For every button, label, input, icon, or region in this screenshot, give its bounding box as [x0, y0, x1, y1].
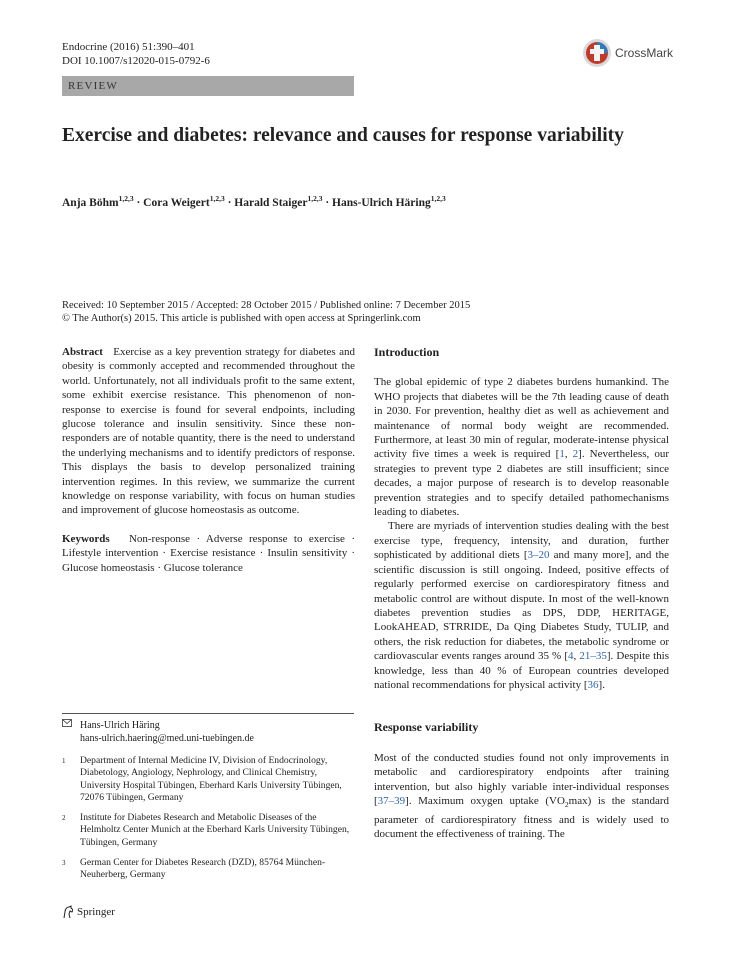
citation-link[interactable]: 21–35: [579, 650, 607, 663]
left-column: [62, 345, 355, 575]
publisher-logo: [62, 905, 115, 919]
affiliation-text: Institute for Diabetes Research and Metabolic Diseases of the Helmholtz Center Munich at the Eberhard Karls University Tübingen, Tübingen, Germany: [80, 812, 350, 848]
author-affiliation-marker: 1,2,3: [430, 194, 446, 203]
article-title: Exercise and diabetes: relevance and causes for response variability: [62, 125, 624, 146]
springer-horse-icon: [62, 905, 74, 919]
author-affiliation-marker: 1,2,3: [118, 194, 134, 203]
citation-link[interactable]: 4: [568, 650, 574, 663]
author-separator: ·: [133, 196, 144, 209]
author-affiliation-marker: 1,2,3: [307, 194, 323, 203]
publisher-name: Springer: [77, 906, 115, 918]
envelope-icon: [62, 719, 72, 727]
affiliation-text: German Center for Diabetes Research (DZD), 85764 München-Neuherberg, Germany: [80, 857, 326, 881]
keywords-text: Non-response · Adverse response to exercise · Lifestyle intervention · Exercise resistance · Insulin sensitivity · Glucose homeostasis · Glucose tolerance: [62, 532, 356, 574]
affiliation: [62, 755, 355, 805]
affiliation: [62, 812, 355, 849]
footnote-divider: [62, 713, 354, 714]
author-name[interactable]: Harald Staiger: [234, 196, 308, 209]
crossmark-badge[interactable]: [582, 38, 673, 68]
keywords-label: Keywords: [62, 532, 110, 545]
author-name[interactable]: Cora Weigert: [143, 196, 210, 209]
affiliation: [62, 857, 355, 882]
citation-link[interactable]: 1: [559, 448, 565, 461]
introduction-paragraph: The global epidemic of type 2 diabetes burdens humankind. The WHO projects that diabetes will be the 7th leading cause of death in 2030. For prevention, healthy diet as well as achievement and maintenance of normal body weight are recommended. Furthermore, at least 30 min of regular, moderate-intense physical activity five times a week is required [1, 2]. Nevertheless, our strategies to prevent type 2 diabetes are still insufficient; since decades, a major purpose of research is to develop reasonable prevention strategies and to specify detailed pathomechanisms leading to diabetes.: [374, 376, 669, 519]
journal-line: Endocrine (2016) 51:390–401: [62, 41, 195, 53]
author-list: [62, 194, 446, 209]
dates-line: Received: 10 September 2015 / Accepted: 28 October 2015 / Published online: 7 December 2015: [62, 300, 471, 311]
publication-dates: [62, 299, 470, 325]
introduction-heading: Introduction: [374, 345, 440, 359]
keywords: [62, 532, 355, 575]
affiliation-number: 1: [62, 757, 66, 765]
introduction-paragraph: There are myriads of intervention studies dealing with the best exercise type, frequency, intensity, and duration, further sophisticated by additional diets [3–20 and many more], and the scientific discussion is still ongoing. Indeed, positive effects of regularly performed exercise on cardiorespiratory fitness and metabolic control are without dispute. In most of the well-known diabetes prevention studies as DPS, DDP, HERITAGE, LookAHEAD, STRRIDE, Da Qing Diabetes Study, TULIP, and others, the risk reduction for diabetes, the metabolic syndrome or cardiovascular events ranges around 35 % [4, 21–35]. Despite this knowledge, less than 40 % of European countries developed national recommendations for physical activity [36].: [374, 520, 670, 691]
response-paragraph: Most of the conducted studies found not only improvements in metabolic and cardiorespiratory endpoints after training intervention, but also highly variable inter-individual responses [37–39]. Maximum oxygen uptake $(VO_2\max)$ is the standard parameter of cardiorespiratory fitness and is widely used to document the effectiveness of training. The: [374, 751, 669, 840]
citation-link[interactable]: 2: [572, 448, 579, 461]
author-name[interactable]: Anja Böhm: [62, 196, 119, 209]
affiliation-number: 3: [62, 859, 66, 867]
correspondence: [62, 719, 254, 745]
author-separator: ·: [322, 196, 333, 209]
doi-line[interactable]: DOI 10.1007/s12020-015-0792-6: [62, 55, 210, 67]
citation-link[interactable]: 36: [587, 678, 599, 691]
crossmark-icon: [582, 38, 612, 68]
abstract-label: Abstract: [62, 346, 103, 358]
citation-link[interactable]: 3–20: [527, 549, 550, 562]
author-separator: ·: [224, 196, 235, 209]
author-affiliation-marker: 1,2,3: [209, 194, 225, 203]
section-label: REVIEW: [62, 76, 354, 96]
abstract: [62, 345, 355, 518]
author-name[interactable]: Hans-Ulrich Häring: [332, 196, 431, 209]
abstract-text: Exercise as a key prevention strategy for diabetes and obesity is commonly accepted and recommended throughout the world. Unfortunately, not all individuals profit to the same extent, some exhibit exercise resistance. This phenomenon of non-response to exercise is found for several endpoints, including glucose tolerance and insulin sensitivity. Since these non-responders are of notable quantity, there is the need to understand the underlying mechanisms and to identify predictors of response. This displays the basis to develop personalized training intervention regimes. In this review, we summarize the current knowledge on response variability, with focus on human studies and improvement of glucose homeostasis as outcome.: [62, 346, 356, 517]
journal-citation: [62, 40, 210, 68]
right-column: [374, 345, 669, 841]
copyright-line: © The Author(s) 2015. This article is published with open access at Springerlink.com: [62, 313, 421, 324]
affiliation-number: 2: [62, 814, 66, 822]
citation-link[interactable]: 37–39: [377, 794, 406, 807]
crossmark-label: CrossMark: [615, 46, 674, 60]
correspondence-email[interactable]: hans-ulrich.haering@med.uni-tuebingen.de: [80, 733, 254, 744]
affiliation-text: Department of Internal Medicine IV, Division of Endocrinology, Diabetology, Angiology, Nephrology, and Clinical Chemistry, University Hospital Tübingen, Eberhard Karls University Tübingen, 72076 Tübingen, Germany: [80, 755, 342, 804]
correspondence-name: Hans-Ulrich Häring: [80, 720, 160, 731]
response-variability-heading: Response variability: [374, 720, 479, 735]
